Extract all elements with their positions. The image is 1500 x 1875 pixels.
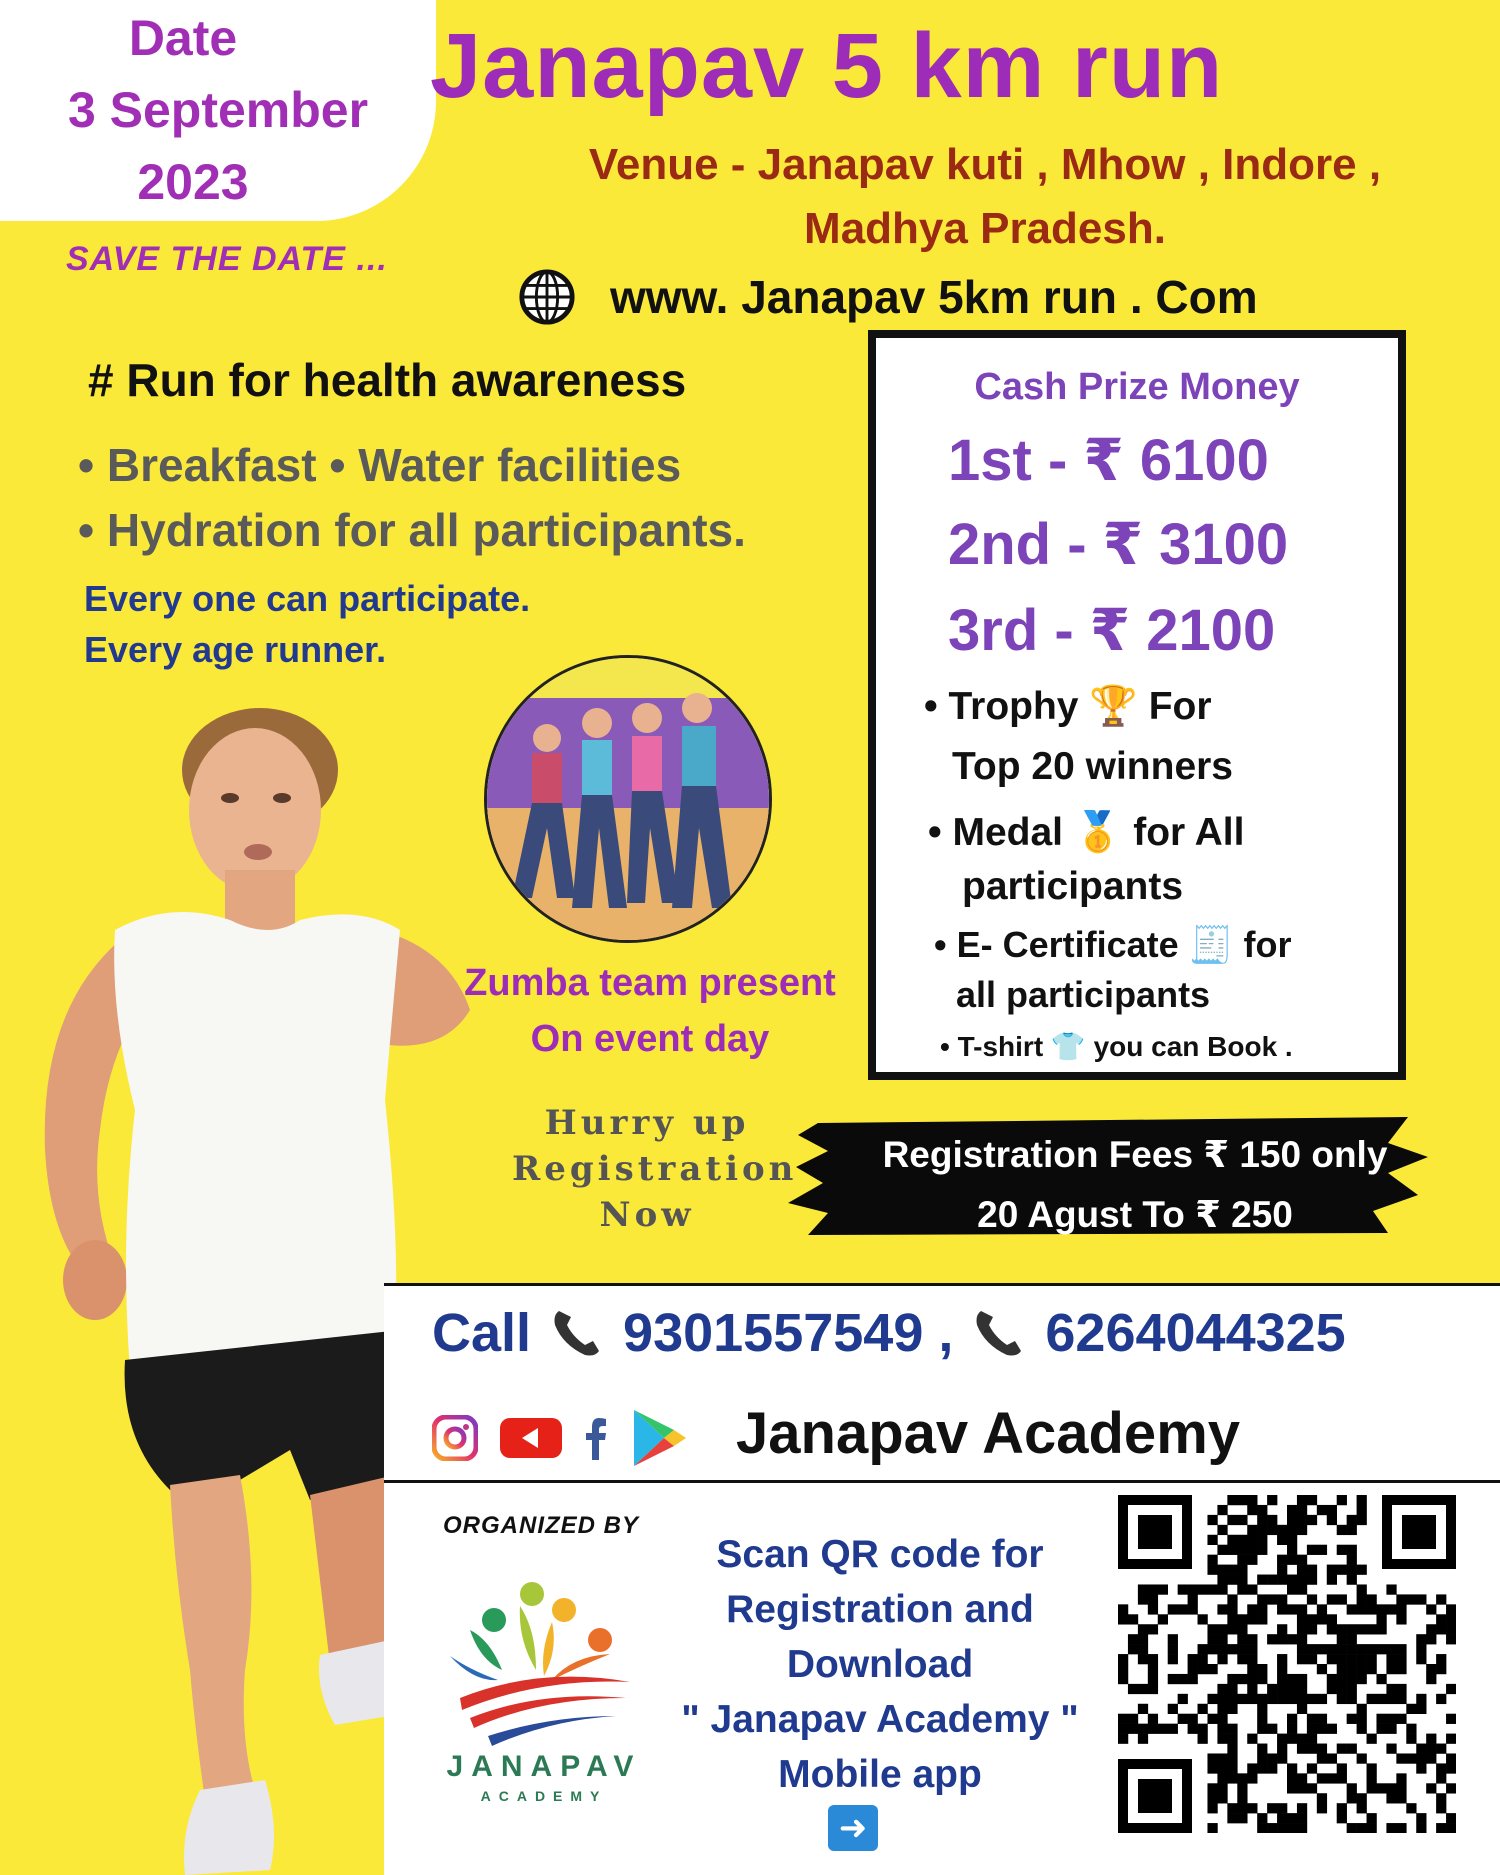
venue-line-2: Madhya Pradesh. xyxy=(804,204,1166,253)
save-the-date: SAVE THE DATE ... xyxy=(66,240,388,278)
scan-line-4: " Janapav Academy " xyxy=(681,1698,1079,1741)
zumba-photo xyxy=(484,655,772,943)
play-store-icon[interactable] xyxy=(630,1408,688,1468)
perk-cert-line-2: all participants xyxy=(956,974,1211,1015)
tagline: # Run for health awareness xyxy=(88,354,687,406)
perk-trophy-line-2: Top 20 winners xyxy=(952,745,1233,788)
scan-line-2: Registration and xyxy=(726,1588,1034,1631)
date-label: Date xyxy=(128,10,238,66)
page-title: Janapav 5 km run xyxy=(430,15,1224,117)
social-icons xyxy=(432,1408,688,1468)
zumba-note xyxy=(430,955,870,1067)
perk-medal-line-1: • Medal 🥇 for All xyxy=(928,811,1245,854)
zumba-line-2: On event day xyxy=(530,1018,770,1060)
phone-number-1[interactable]: 9301557549 , xyxy=(623,1303,954,1363)
perk-tshirt: • T-shirt 👕 you can Book . xyxy=(940,1031,1293,1062)
prize-first: 1st - ₹ 6100 xyxy=(948,428,1269,493)
date-badge xyxy=(0,0,436,221)
perk-trophy-line-1: • Trophy 🏆 For xyxy=(924,685,1212,728)
prize-box xyxy=(868,330,1406,1080)
website-row[interactable] xyxy=(518,268,1258,326)
venue-line-1: Venue - Janapav kuti , Mhow , Indore , xyxy=(588,140,1382,189)
logo-name: JANAPAV xyxy=(446,1750,642,1783)
phone-icon xyxy=(971,1305,1027,1361)
qr-code[interactable] xyxy=(1118,1495,1456,1833)
scan-line-3: Download xyxy=(786,1643,974,1686)
venue xyxy=(480,133,1490,261)
perk-cert-line-1: • E- Certificate 🧾 for xyxy=(934,924,1292,965)
fees-line-2: 20 Agust To ₹ 250 xyxy=(977,1194,1293,1235)
academy-name: Janapav Academy xyxy=(736,1401,1241,1466)
fees-text xyxy=(855,1125,1415,1245)
prize-second: 2nd - ₹ 3100 xyxy=(948,512,1289,577)
hurry-line-3: Now xyxy=(599,1195,695,1235)
phone-number-2[interactable]: 6264044325 xyxy=(1045,1303,1346,1363)
prize-third: 3rd - ₹ 2100 xyxy=(948,598,1276,663)
website-url[interactable]: www. Janapav 5km run . Com xyxy=(610,271,1258,323)
prize-title: Cash Prize Money xyxy=(974,366,1300,408)
scan-line-1: Scan QR code for xyxy=(716,1533,1044,1576)
hurry-line-2: Registration xyxy=(512,1149,798,1189)
call-row xyxy=(432,1302,1346,1364)
amenities-line-2: • Hydration for all participants. xyxy=(78,504,746,556)
eligibility-line-1: Every one can participate. xyxy=(84,578,531,619)
zumba-line-1: Zumba team present xyxy=(464,962,836,1004)
janapav-logo xyxy=(440,1570,640,1750)
organized-by-label: ORGANIZED BY xyxy=(443,1512,640,1539)
perk-medal-line-2: participants xyxy=(962,865,1184,908)
instagram-icon[interactable] xyxy=(432,1415,478,1461)
phone-icon xyxy=(549,1305,605,1361)
facebook-icon[interactable] xyxy=(584,1416,608,1460)
logo-subtitle: ACADEMY xyxy=(480,1788,608,1804)
eligibility-line-2: Every age runner. xyxy=(84,629,387,670)
youtube-icon[interactable] xyxy=(500,1416,562,1460)
arrow-right-icon: ➜ xyxy=(828,1805,878,1851)
call-label: Call xyxy=(432,1303,532,1363)
fees-line-1: Registration Fees ₹ 150 only xyxy=(882,1134,1388,1175)
scan-line-5: Mobile app xyxy=(778,1753,982,1796)
hurry-registration xyxy=(512,1100,798,1238)
scan-instructions xyxy=(665,1527,1095,1802)
amenities-line-1: • Breakfast • Water facilities xyxy=(78,439,682,491)
hurry-line-1: Hurry up xyxy=(544,1103,750,1143)
date-year: 2023 xyxy=(137,154,249,210)
globe-icon xyxy=(518,268,576,326)
date-day-month: 3 September xyxy=(67,82,369,138)
